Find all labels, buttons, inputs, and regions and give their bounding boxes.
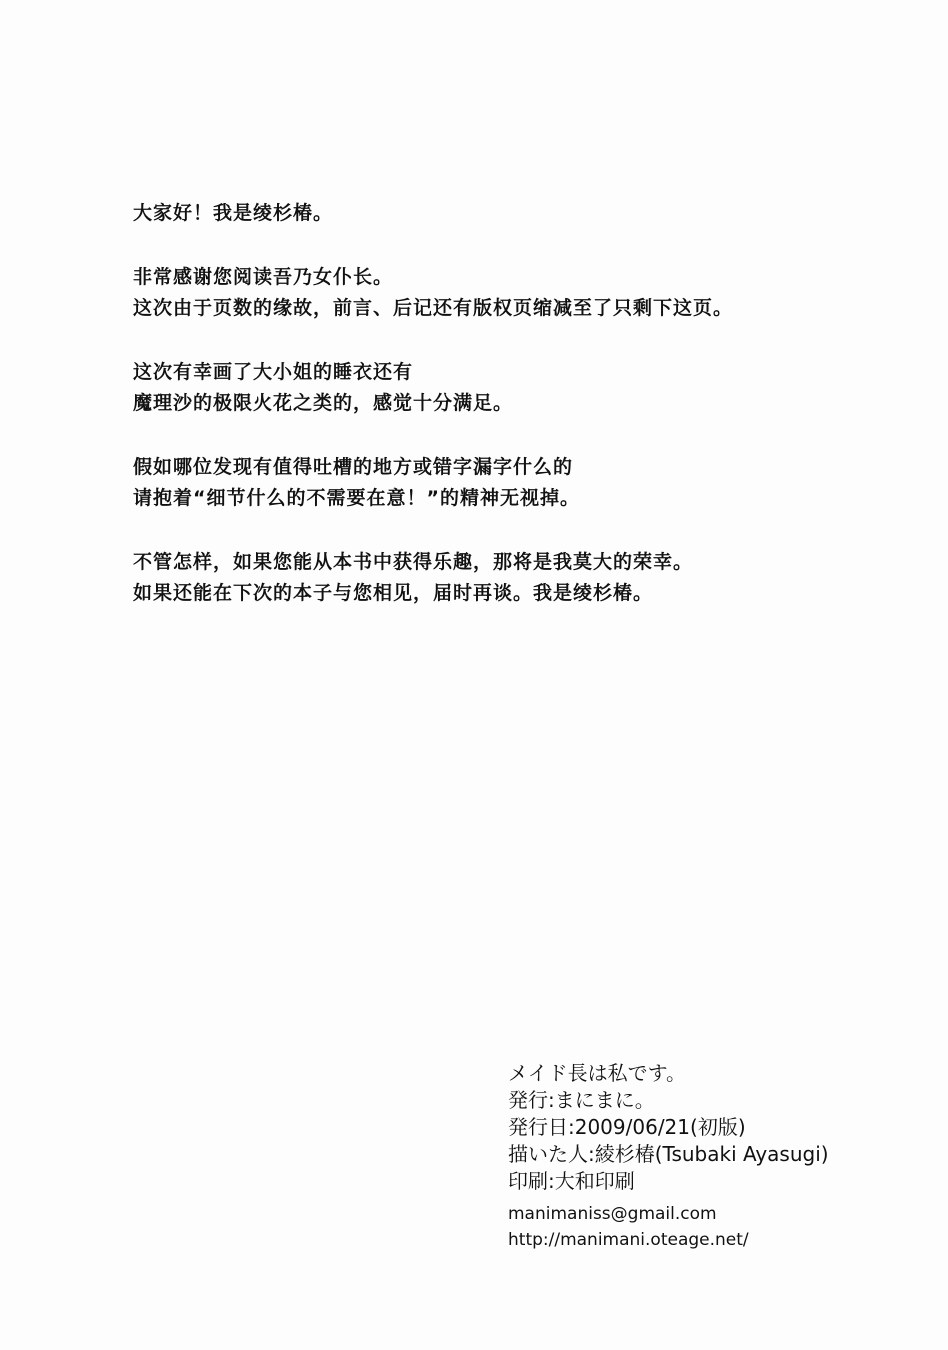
afterword-line: 不管怎样，如果您能从本书中获得乐趣，那将是我莫大的荣幸。	[133, 551, 694, 573]
colophon-title: メイド長は私です。	[508, 1061, 686, 1085]
colophon-publisher: 発行:まにまに。	[508, 1088, 655, 1112]
afterword-paragraph-3	[133, 357, 833, 419]
afterword-paragraph-1	[133, 198, 833, 229]
afterword-line: 这次有幸画了大小姐的睡衣还有	[133, 361, 414, 383]
colophon-artist: 描いた人:綾杉椿(Tsubaki Ayasugi)	[508, 1142, 829, 1166]
colophon-printer: 印刷:大和印刷	[508, 1169, 635, 1193]
colophon-email: manimaniss@gmail.com	[508, 1204, 717, 1224]
colophon	[508, 1060, 928, 1253]
afterword-paragraph-2	[133, 262, 833, 324]
afterword-line: 如果还能在下次的本子与您相见，届时再谈。我是绫杉椿。	[133, 582, 654, 604]
afterword-line: 大家好！我是绫杉椿。	[133, 202, 334, 224]
afterword-paragraph-5	[133, 547, 833, 609]
afterword	[133, 198, 833, 642]
afterword-line: 非常感谢您阅读吾乃女仆长。	[133, 266, 394, 288]
colophon-url: http://manimani.oteage.net/	[508, 1230, 749, 1250]
afterword-line: 这次由于页数的缘故，前言、后记还有版权页缩减至了只剩下这页。	[133, 297, 734, 319]
afterword-line: 请抱着“细节什么的不需要在意！”的精神无视掉。	[133, 487, 580, 509]
afterword-line: 魔理沙的极限火花之类的，感觉十分满足。	[133, 392, 514, 414]
colophon-date: 発行日:2009/06/21(初版)	[508, 1115, 746, 1139]
afterword-paragraph-4	[133, 452, 833, 514]
afterword-line: 假如哪位发现有值得吐槽的地方或错字漏字什么的	[133, 456, 574, 478]
